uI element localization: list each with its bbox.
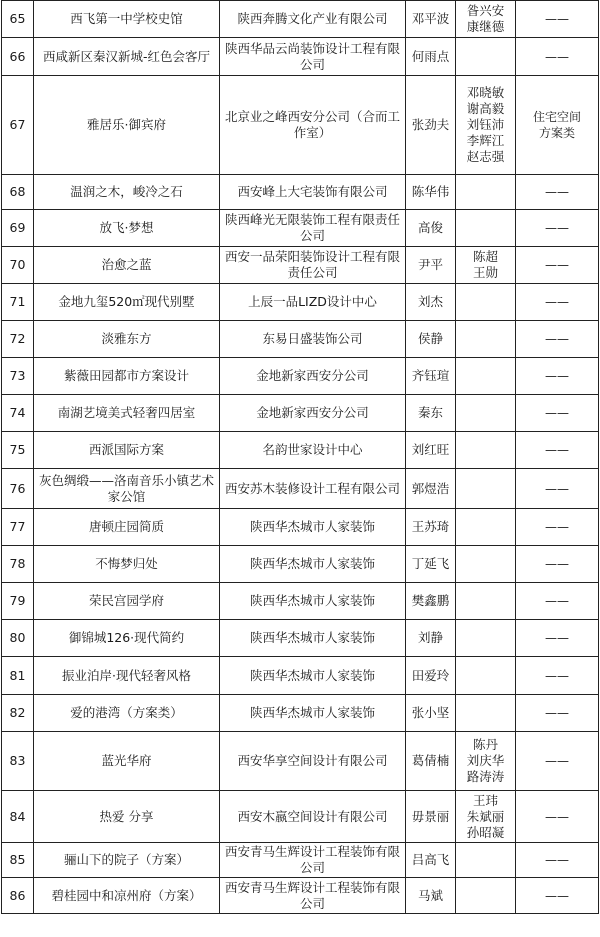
table-row	[2, 509, 599, 546]
team-members	[456, 358, 516, 395]
designer-name: 秦东	[406, 395, 456, 432]
team-members	[456, 321, 516, 358]
award-category: ——	[516, 878, 599, 914]
award-category: ——	[516, 38, 599, 76]
row-number: 84	[2, 791, 34, 843]
designer-name: 张小坚	[406, 695, 456, 732]
award-category: ——	[516, 583, 599, 620]
award-table-body	[2, 1, 599, 914]
company-name: 金地新家西安分公司	[220, 395, 406, 432]
company-name: 西安华享空间设计有限公司	[220, 732, 406, 791]
team-members	[456, 432, 516, 469]
project-title: 灰色绸缎——洛南音乐小镇艺术家公馆	[34, 469, 220, 509]
project-title: 振业泊岸·现代轻奢风格	[34, 657, 220, 695]
company-name: 西安苏木装修设计工程有限公司	[220, 469, 406, 509]
designer-name: 陈华伟	[406, 175, 456, 210]
row-number: 85	[2, 843, 34, 878]
project-title: 西咸新区秦汉新城-红色会客厅	[34, 38, 220, 76]
row-number: 66	[2, 38, 34, 76]
table-row	[2, 732, 599, 791]
table-row	[2, 395, 599, 432]
designer-name: 毋景丽	[406, 791, 456, 843]
award-category: ——	[516, 210, 599, 247]
row-number: 69	[2, 210, 34, 247]
project-title: 西派国际方案	[34, 432, 220, 469]
project-title: 热爱 分享	[34, 791, 220, 843]
table-row	[2, 358, 599, 395]
award-category: ——	[516, 620, 599, 657]
designer-name: 高俊	[406, 210, 456, 247]
team-members	[456, 38, 516, 76]
team-members: 昝兴安 康继德	[456, 1, 516, 38]
table-row	[2, 583, 599, 620]
team-members	[456, 843, 516, 878]
table-row	[2, 695, 599, 732]
company-name: 陕西华杰城市人家装饰	[220, 509, 406, 546]
company-name: 陕西华杰城市人家装饰	[220, 546, 406, 583]
table-row	[2, 321, 599, 358]
project-title: 爱的港湾（方案类）	[34, 695, 220, 732]
row-number: 81	[2, 657, 34, 695]
award-category: ——	[516, 432, 599, 469]
table-row	[2, 76, 599, 175]
award-category: ——	[516, 791, 599, 843]
team-members	[456, 469, 516, 509]
team-members: 陈超 王勋	[456, 247, 516, 284]
project-title: 西飞第一中学校史馆	[34, 1, 220, 38]
company-name: 陕西华杰城市人家装饰	[220, 620, 406, 657]
table-row	[2, 284, 599, 321]
row-number: 79	[2, 583, 34, 620]
team-members	[456, 210, 516, 247]
award-category: ——	[516, 657, 599, 695]
company-name: 陕西华杰城市人家装饰	[220, 657, 406, 695]
team-members: 邓晓敏 谢高毅 刘钰沛 李辉江 赵志强	[456, 76, 516, 175]
row-number: 70	[2, 247, 34, 284]
table-row	[2, 620, 599, 657]
team-members	[456, 395, 516, 432]
row-number: 78	[2, 546, 34, 583]
project-title: 南湖艺境美式轻奢四居室	[34, 395, 220, 432]
table-row	[2, 546, 599, 583]
company-name: 东易日盛装饰公司	[220, 321, 406, 358]
table-row	[2, 1, 599, 38]
company-name: 北京业之峰西安分公司（合而工作室）	[220, 76, 406, 175]
row-number: 73	[2, 358, 34, 395]
award-category: ——	[516, 509, 599, 546]
designer-name: 樊鑫鹏	[406, 583, 456, 620]
table-row	[2, 210, 599, 247]
designer-name: 侯静	[406, 321, 456, 358]
company-name: 西安一品荣阳装饰设计工程有限责任公司	[220, 247, 406, 284]
row-number: 68	[2, 175, 34, 210]
company-name: 陕西奔腾文化产业有限公司	[220, 1, 406, 38]
team-members	[456, 695, 516, 732]
project-title: 骊山下的院子（方案）	[34, 843, 220, 878]
designer-name: 葛倩楠	[406, 732, 456, 791]
row-number: 75	[2, 432, 34, 469]
team-members	[456, 509, 516, 546]
designer-name: 刘杰	[406, 284, 456, 321]
designer-name: 王苏琦	[406, 509, 456, 546]
table-row	[2, 878, 599, 914]
designer-name: 郭煜浩	[406, 469, 456, 509]
company-name: 西安青马生辉设计工程装饰有限公司	[220, 878, 406, 914]
project-title: 御锦城126·现代简约	[34, 620, 220, 657]
row-number: 83	[2, 732, 34, 791]
project-title: 治愈之蓝	[34, 247, 220, 284]
project-title: 紫薇田园都市方案设计	[34, 358, 220, 395]
company-name: 金地新家西安分公司	[220, 358, 406, 395]
row-number: 71	[2, 284, 34, 321]
designer-name: 邓平波	[406, 1, 456, 38]
designer-name: 齐钰瑄	[406, 358, 456, 395]
project-title: 不悔梦归处	[34, 546, 220, 583]
project-title: 荣民宫园学府	[34, 583, 220, 620]
team-members: 王玮 朱斌丽 孙昭凝	[456, 791, 516, 843]
project-title: 淡雅东方	[34, 321, 220, 358]
table-row	[2, 432, 599, 469]
award-category: 住宅空间 方案类	[516, 76, 599, 175]
designer-name: 马斌	[406, 878, 456, 914]
row-number: 76	[2, 469, 34, 509]
table-row	[2, 657, 599, 695]
designer-name: 尹平	[406, 247, 456, 284]
award-category: ——	[516, 469, 599, 509]
project-title: 放飞·梦想	[34, 210, 220, 247]
company-name: 名韵世家设计中心	[220, 432, 406, 469]
project-title: 唐顿庄园简质	[34, 509, 220, 546]
team-members	[456, 284, 516, 321]
row-number: 67	[2, 76, 34, 175]
team-members	[456, 620, 516, 657]
company-name: 陕西华杰城市人家装饰	[220, 583, 406, 620]
award-category: ——	[516, 695, 599, 732]
project-title: 蓝光华府	[34, 732, 220, 791]
company-name: 西安峰上大宅装饰有限公司	[220, 175, 406, 210]
award-category: ——	[516, 175, 599, 210]
project-title: 碧桂园中和凉州府（方案）	[34, 878, 220, 914]
table-row	[2, 791, 599, 843]
award-category: ——	[516, 358, 599, 395]
project-title: 温润之木，峻冷之石	[34, 175, 220, 210]
award-category: ——	[516, 732, 599, 791]
award-category: ——	[516, 1, 599, 38]
company-name: 陕西峰光无限装饰工程有限责任公司	[220, 210, 406, 247]
team-members: 陈丹 刘庆华 路涛涛	[456, 732, 516, 791]
designer-name: 何雨点	[406, 38, 456, 76]
row-number: 86	[2, 878, 34, 914]
designer-name: 田爱玲	[406, 657, 456, 695]
table-row	[2, 38, 599, 76]
award-category: ——	[516, 321, 599, 358]
row-number: 82	[2, 695, 34, 732]
designer-name: 刘静	[406, 620, 456, 657]
company-name: 陕西华杰城市人家装饰	[220, 695, 406, 732]
table-row	[2, 843, 599, 878]
team-members	[456, 583, 516, 620]
award-category: ——	[516, 843, 599, 878]
company-name: 西安青马生辉设计工程装饰有限公司	[220, 843, 406, 878]
award-category: ——	[516, 284, 599, 321]
designer-name: 张劲夫	[406, 76, 456, 175]
designer-name: 吕高飞	[406, 843, 456, 878]
row-number: 72	[2, 321, 34, 358]
table-row	[2, 469, 599, 509]
row-number: 65	[2, 1, 34, 38]
row-number: 74	[2, 395, 34, 432]
project-title: 金地九玺520㎡现代别墅	[34, 284, 220, 321]
award-category: ——	[516, 546, 599, 583]
row-number: 80	[2, 620, 34, 657]
project-title: 雅居乐·御宾府	[34, 76, 220, 175]
award-category: ——	[516, 395, 599, 432]
designer-name: 刘红旺	[406, 432, 456, 469]
table-row	[2, 175, 599, 210]
team-members	[456, 546, 516, 583]
company-name: 西安木嬴空间设计有限公司	[220, 791, 406, 843]
team-members	[456, 175, 516, 210]
company-name: 上辰一品LIZD设计中心	[220, 284, 406, 321]
team-members	[456, 657, 516, 695]
designer-name: 丁延飞	[406, 546, 456, 583]
team-members	[456, 878, 516, 914]
company-name: 陕西华品云尚装饰设计工程有限公司	[220, 38, 406, 76]
row-number: 77	[2, 509, 34, 546]
table-row	[2, 247, 599, 284]
award-category: ——	[516, 247, 599, 284]
award-table	[1, 0, 599, 914]
